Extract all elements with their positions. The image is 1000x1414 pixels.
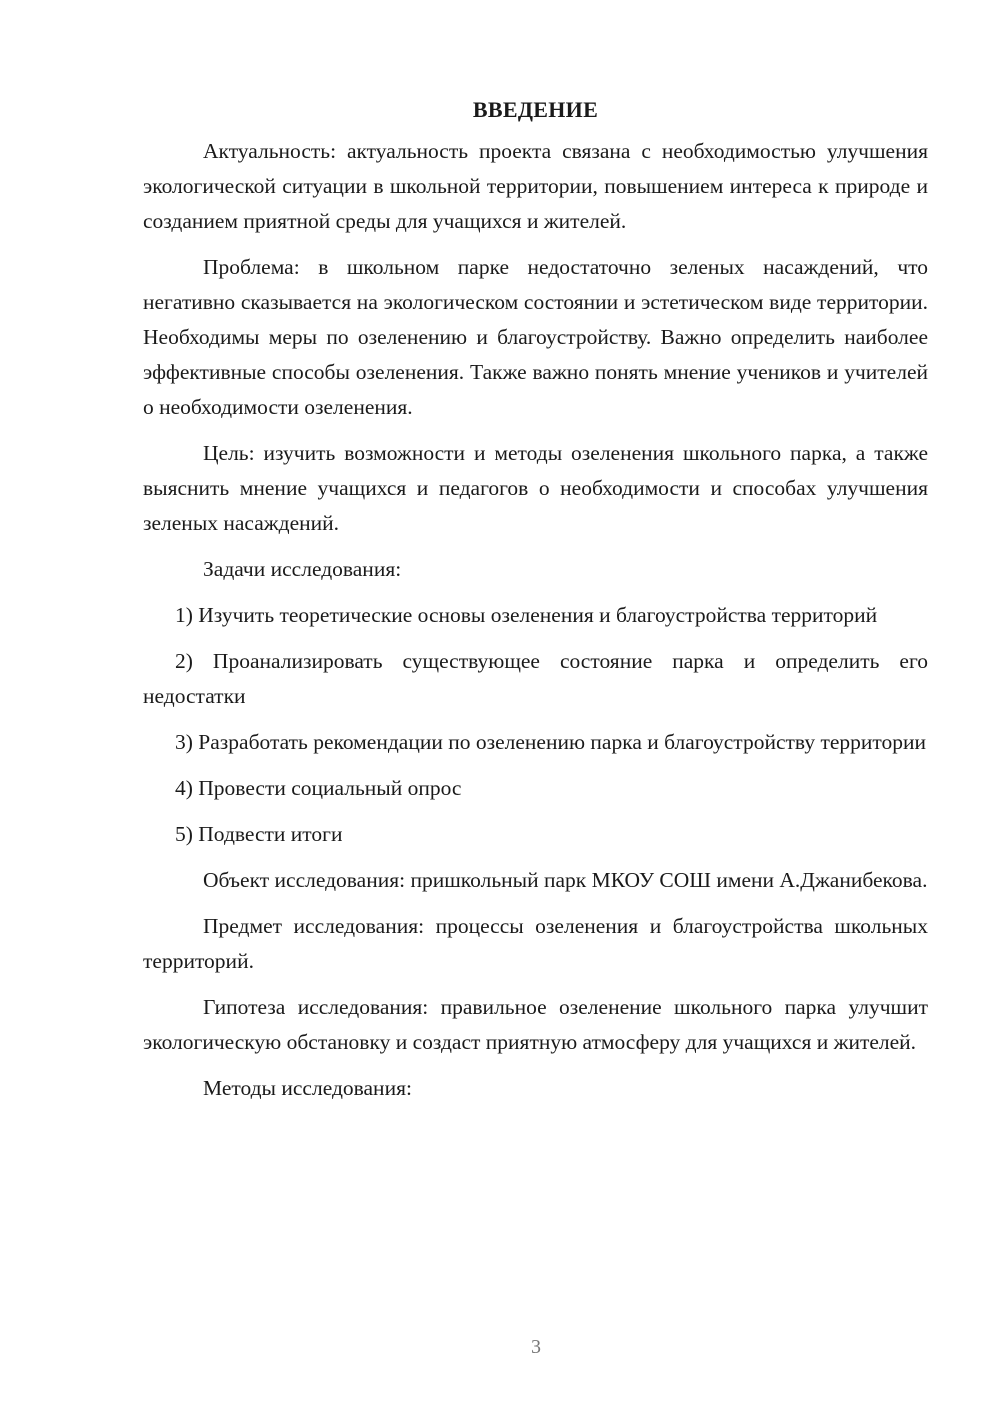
page-number: 3 xyxy=(531,1336,541,1358)
list-item: 3) Разработать рекомендации по озеленению парка и благоустройству территории xyxy=(175,730,927,754)
paragraph-subject: Предмет исследования: процессы озеленения и благоустройства школьных территорий. xyxy=(143,914,928,973)
list-item: 1) Изучить теоретические основы озеленения и благоустройства территорий xyxy=(175,603,878,627)
tasks-list xyxy=(143,598,928,852)
document-page xyxy=(143,96,928,1117)
paragraph-hypothesis: Гипотеза исследования: правильное озеленение школьного парка улучшит экологическую обстановку и создаст приятную атмосферу для учащихся и жителей. xyxy=(143,995,928,1054)
list-item: 4) Провести социальный опрос xyxy=(175,776,462,800)
list-item: 2) Проанализировать существующее состояние парка и определить его недостатки xyxy=(143,649,928,708)
paragraph-goal: Цель: изучить возможности и методы озеленения школьного парка, а также выяснить мнение учащихся и педагогов о необходимости и способах улучшения зеленых насаждений. xyxy=(143,441,928,535)
paragraph-problem: Проблема: в школьном парке недостаточно зеленых насаждений, что негативно сказывается на экологическом состоянии и эстетическом виде территории. Необходимы меры по озеленению и благоустройству. Важно определить наиболее эффективные способы озеленения. Также важно понять мнение учеников и учителей о необходимости озеленения. xyxy=(143,255,928,419)
section-title: ВВЕДЕНИЕ xyxy=(472,97,599,122)
paragraph-relevance: Актуальность: актуальность проекта связана с необходимостью улучшения экологической ситуации в школьной территории, повышением интереса к природе и созданием приятной среды для учащихся и жителей. xyxy=(143,139,928,233)
list-item: 5) Подвести итоги xyxy=(175,822,343,846)
tasks-heading: Задачи исследования: xyxy=(203,557,402,581)
methods-heading: Методы исследования: xyxy=(203,1076,412,1100)
paragraph-object: Объект исследования: пришкольный парк МКОУ СОШ имени А.Джанибекова. xyxy=(203,868,928,892)
